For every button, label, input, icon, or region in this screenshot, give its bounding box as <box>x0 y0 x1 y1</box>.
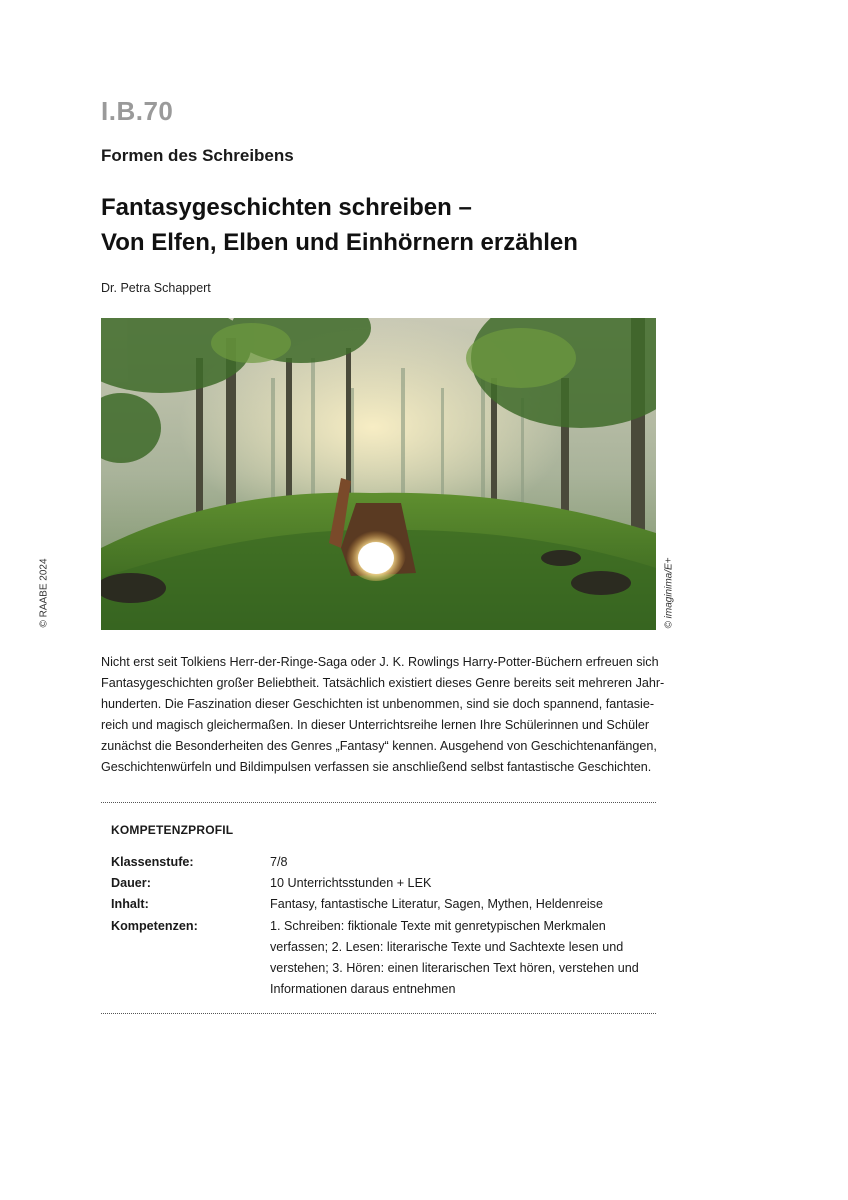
kp-row-dauer <box>111 873 670 894</box>
kp-row-kompetenzen <box>111 916 670 1001</box>
kp-value-line: verfassen; 2. Lesen: literarische Texte und Sachtexte lesen und <box>270 939 624 954</box>
intro-line: Nicht erst seit Tolkiens Herr-der-Ringe-Saga oder J. K. Rowlings Harry-Potter-Büchern erfreuen sich <box>101 655 659 669</box>
kp-value-line: 7/8 <box>270 855 288 869</box>
kp-label: Inhalt: <box>111 897 149 912</box>
kp-label: Kompetenzen: <box>111 918 198 933</box>
kp-row-inhalt <box>111 894 670 915</box>
image-credit: © imaginima/E+ <box>663 557 675 629</box>
author: Dr. Petra Schappert <box>101 281 211 295</box>
kp-value <box>270 916 670 1001</box>
kp-value-line: 1. Schreiben: fiktionale Texte mit genretypischen Merkmalen <box>270 918 606 933</box>
divider-top <box>101 802 656 803</box>
intro-line: reich und magisch gleichermaßen. In dieser Unterrichtsreihe lernen Ihre Schülerinnen und Schüler <box>101 718 650 732</box>
divider-bottom <box>101 1013 656 1014</box>
section-label: Formen des Schreibens <box>101 146 294 165</box>
series-code: I.B.70 <box>101 96 174 126</box>
title-line-2: Von Elfen, Elben und Einhörnern erzählen <box>101 229 578 256</box>
intro-line: zunächst die Besonderheiten des Genres „Fantasy“ kennen. Ausgehend von Geschichtenanfängen, <box>101 739 657 753</box>
intro-line: hunderten. Die Faszination dieser Geschichten ist unbenommen, sind sie doch spannend, fantasie- <box>101 697 655 711</box>
kompetenzprofil-table <box>111 852 670 1000</box>
intro-line: Fantasygeschichten großer Beliebtheit. Tatsächlich existiert dieses Genre bereits seit mehreren Jahr- <box>101 676 665 690</box>
kp-value-line: verstehen; 3. Hören: einen literarischen Text hören, verstehen und <box>270 961 639 976</box>
kp-value <box>270 873 670 894</box>
copyright-notice: © RAABE 2024 <box>38 558 50 628</box>
intro-line: Geschichtenwürfeln und Bildimpulsen verfassen sie anschließend selbst fantastische Geschichten. <box>101 760 652 774</box>
kp-value-line: Informationen daraus entnehmen <box>270 982 456 997</box>
kp-label: Dauer: <box>111 876 151 891</box>
kp-row-klassenstufe <box>111 852 670 873</box>
kp-value <box>270 852 670 873</box>
hero-image <box>101 318 656 630</box>
kp-value-line: Fantasy, fantastische Literatur, Sagen, Mythen, Heldenreise <box>270 897 603 912</box>
kp-value <box>270 894 670 915</box>
page-title <box>101 190 578 260</box>
intro-paragraph <box>101 652 665 778</box>
kp-value-line: 10 Unterrichtsstunden + LEK <box>270 876 432 891</box>
title-line-1: Fantasygeschichten schreiben – <box>101 194 472 221</box>
kompetenzprofil-heading: KOMPETENZPROFIL <box>111 823 234 837</box>
kp-label: Klassenstufe: <box>111 855 194 869</box>
